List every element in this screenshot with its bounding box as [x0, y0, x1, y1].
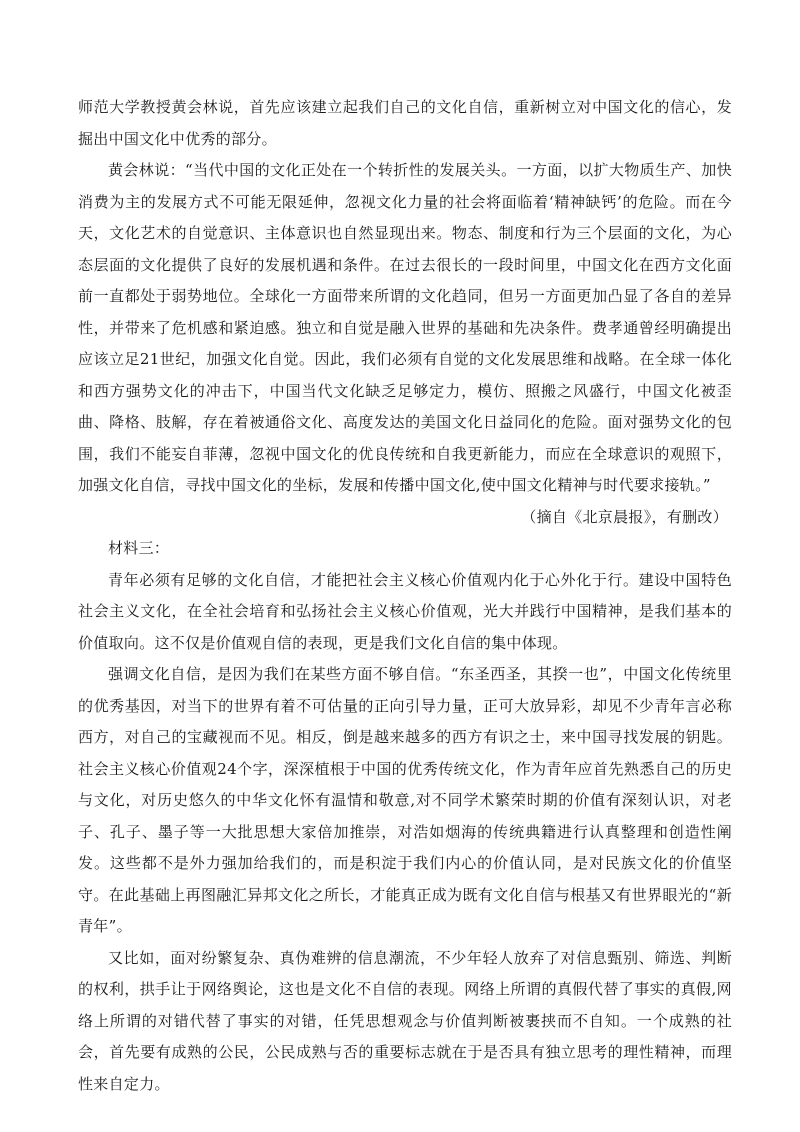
paragraph-youth-confidence: 青年必须有足够的文化自信，才能把社会主义核心价值观内化于心外化于行。建设中国特色社会主义文化，在全社会培育和弘扬社会主义核心价值观，光大并践行中国精神，是我们基本的价值取向。这不仅是价值观自信的表现，更是我们文化自信的集中体现。 — [78, 570, 732, 652]
paragraph-huang-quote: 黄会林说：“当代中国的文化正处在一个转折性的发展关头。一方面，以扩大物质生产、加快消费为主的发展方式不可能无限延伸，忽视文化力量的社会将面临着‘精神缺钙’的危险。而在今天，文化艺术的自觉意识、主体意识也自然显现出来。物态、制度和行为三个层面的文化，为心态层面的文化提供了良好的发展机遇和条件。在过去很长的一段时间里，中国文化在西方文化面前一直都处于弱势地位。全球化一方面带来所谓的文化趋同，但另一方面更加凸显了各自的差异性，并带来了危机感和紧迫感。独立和自觉是融入世界的基础和先决条件。费孝通曾经明确提出应该立足21世纪，加强文化自觉。因此，我们必须有自觉的文化发展思维和战略。在全球一体化和西方强势文化的冲击下，中国当代文化缺乏足够定力，模仿、照搬之风盛行，中国文化被歪曲、降格、肢解，存在着被通俗文化、高度发达的美国文化日益同化的危险。面对强势文化的包围，我们不能妄自菲薄，忽视中国文化的优良传统和自我更新能力，而应在全球意识的观照下，加强文化自信，寻找中国文化的坐标，发展和传播中国文化,使中国文化精神与时代要求接轨。” — [78, 161, 732, 494]
paragraph-emphasize-confidence: 强调文化自信，是因为我们在某些方面不够自信。“东圣西圣，其揆一也”，中国文化传统里的优秀基因，对当下的世界有着不可估量的正向引导力量，正可大放异彩，却见不少青年言必称西方，对自己的宝藏视而不见。相反，倒是越来越多的西方有识之士，来中国寻找发展的钥匙。社会主义核心价值观24个字，深深植根于中国的优秀传统文化，作为青年应首先熟悉自己的历史与文化，对历史悠久的中华文化怀有温情和敬意,对不同学术繁荣时期的价值有深刻认识，对老子、孔子、墨子等一大批思想大家倍加推崇，对浩如烟海的传统典籍进行认真整理和创造性阐发。这些都不是外力强加给我们的，而是积淀于我们内心的价值认同，是对民族文化的价值坚守。在此基础上再图融汇异邦文化之所长，才能真正成为既有文化自信与根基又有世界眼光的“新青年”。 — [78, 665, 732, 935]
paragraph-huang-intro: 师范大学教授黄会林说，首先应该建立起我们自己的文化自信，重新树立对中国文化的信心，发掘出中国文化中优秀的部分。 — [78, 98, 732, 148]
document-page — [78, 92, 732, 1100]
paragraph-information-flow: 又比如，面对纷繁复杂、真伪难辨的信息潮流，不少年轻人放弃了对信息甄别、筛选、判断的权利，拱手让于网络舆论，这也是文化不自信的表现。网络上所谓的真假代替了事实的真假,网络上所谓的对错代替了事实的对错，任凭思想观念与价值判断被裹挟而不自知。一个成熟的社会，首先要有成熟的公民，公民成熟与否的重要标志就在于是否具有独立思考的理性精神，而理性来自定力。 — [78, 948, 732, 1093]
source-citation: （摘自《北京晨报》，有删改） — [521, 507, 728, 526]
section-label-material-three: 材料三： — [108, 539, 170, 557]
